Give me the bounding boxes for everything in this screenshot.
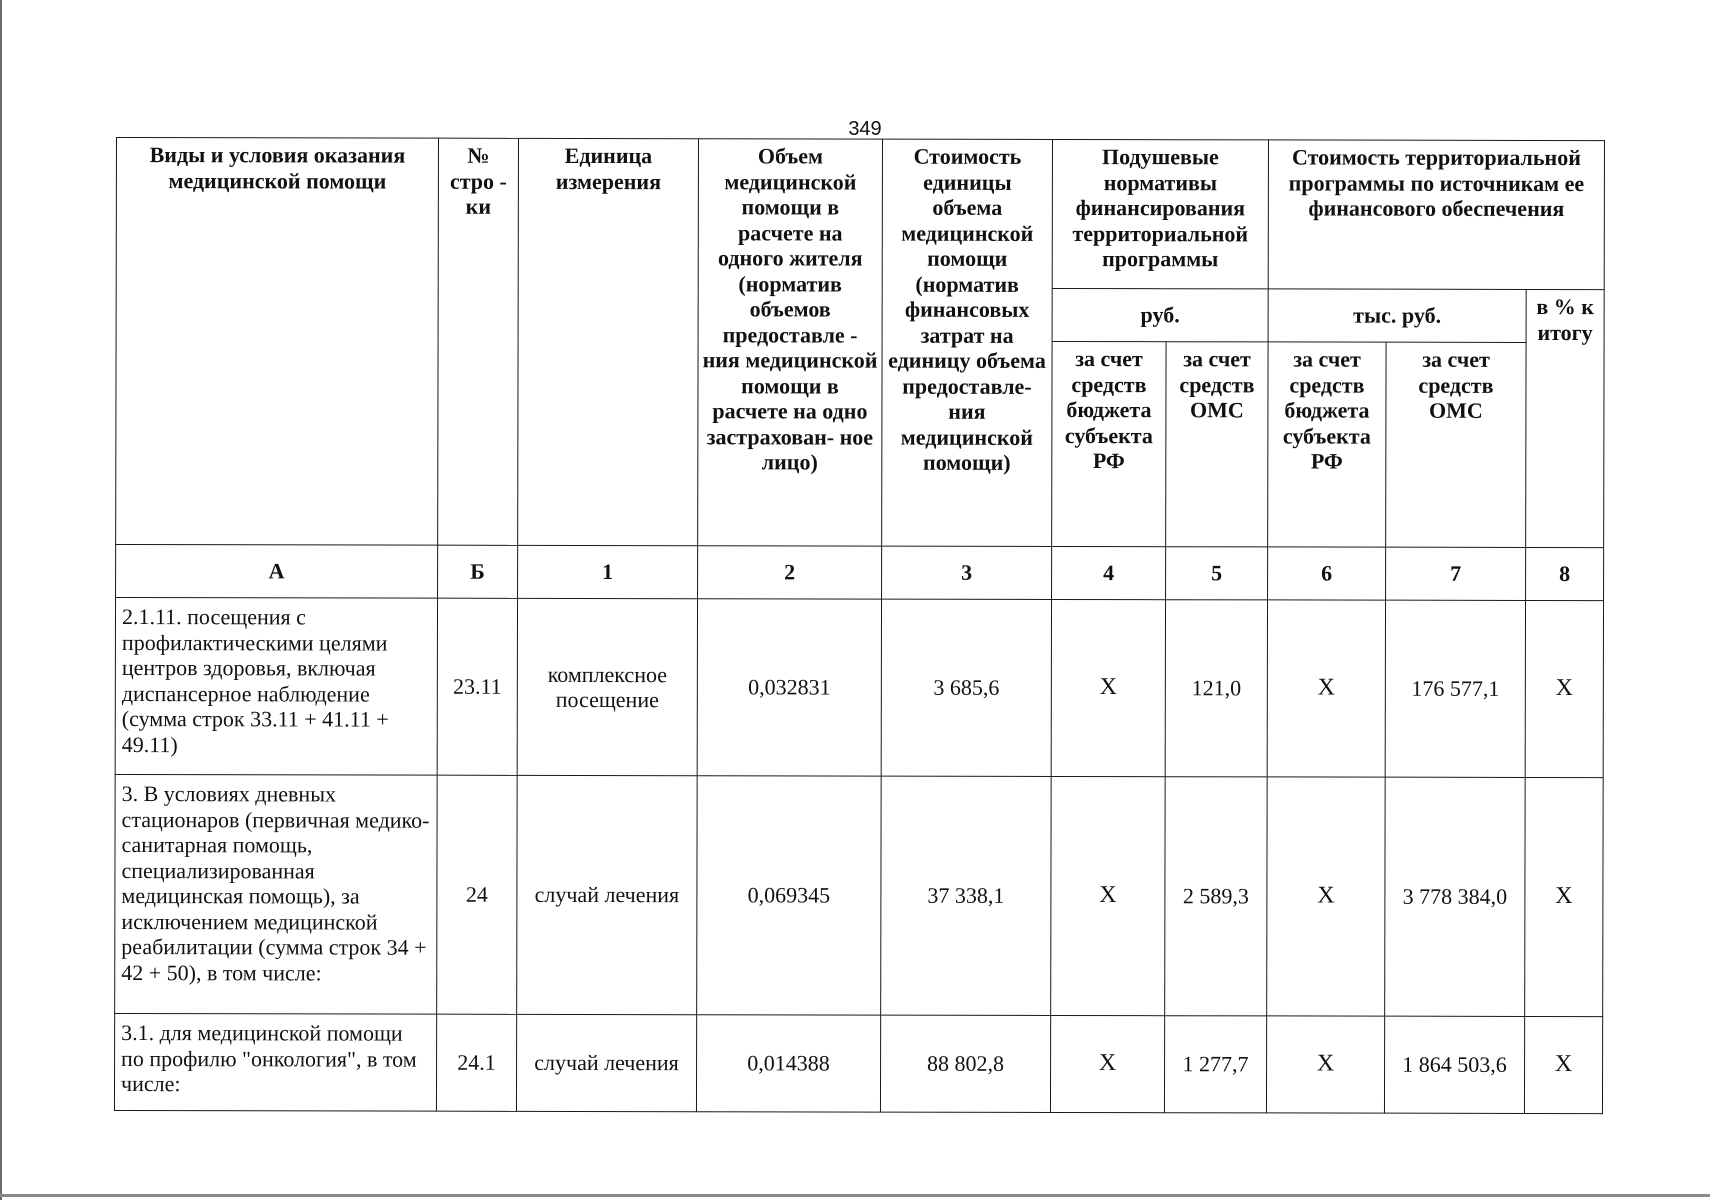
header-unit-thousand-rub: тыс. руб. <box>1268 289 1526 343</box>
row-cost-oms: 1 864 503,6 <box>1384 1016 1524 1113</box>
header-percapita-budget: за счет средств бюджета субъекта РФ <box>1052 341 1166 546</box>
scan-edge-bottom <box>0 1194 1710 1197</box>
header-percent-total: в % к итогу <box>1526 289 1605 547</box>
column-index-row <box>116 545 1604 601</box>
column-index-cell: 8 <box>1526 547 1604 600</box>
header-cost-oms: за счет средств ОМС <box>1386 342 1526 547</box>
row-percapita-budget: Х <box>1051 776 1166 1015</box>
row-volume: 0,014388 <box>696 1015 880 1112</box>
row-percent: Х <box>1525 777 1604 1016</box>
table-row <box>115 598 1603 778</box>
column-index-cell: 5 <box>1166 547 1268 600</box>
scan-edge-left <box>0 0 2 1200</box>
table-row <box>114 1013 1602 1113</box>
row-volume: 0,032831 <box>697 599 881 776</box>
column-index-cell: 1 <box>518 545 698 598</box>
row-description: 3. В условиях дневных стационаров (первичная медико-санитарная помощь, специализированная медицинская помощь), за исключением медицинской реабилитации (сумма строк 34 + 42 + 50), в том числе: <box>115 774 437 1014</box>
header-volume: Объем медицинской помощи в расчете на одного жителя (норматив объемов предоставле - ния медицинской помощи в расчете на одно застрахован- ное лицо) <box>698 139 883 546</box>
row-line-number: 24 <box>437 775 518 1014</box>
row-cost-budget: Х <box>1267 600 1385 777</box>
row-cost-oms: 176 577,1 <box>1385 600 1525 777</box>
column-index-cell: А <box>116 545 438 599</box>
row-unit: случай лечения <box>516 1014 696 1111</box>
row-percapita-oms: 121,0 <box>1165 600 1267 777</box>
header-line-number: № стро - ки <box>438 138 519 545</box>
row-line-number: 23.11 <box>437 598 517 775</box>
row-cost-budget: Х <box>1266 1016 1384 1113</box>
table-row <box>115 774 1603 1016</box>
row-unit: случай лечения <box>517 775 698 1014</box>
page-number: 349 <box>848 118 882 140</box>
column-index-cell: 2 <box>698 546 882 599</box>
column-index-cell: 3 <box>882 546 1052 599</box>
header-cost-group: Стоимость территориальной программы по источникам ее финансового обеспечения <box>1268 140 1604 290</box>
row-percapita-oms: 1 277,7 <box>1164 1016 1266 1113</box>
row-unit-cost: 37 338,1 <box>881 776 1052 1015</box>
header-cost-budget: за счет средств бюджета субъекта РФ <box>1268 342 1386 547</box>
row-percent: Х <box>1525 600 1603 777</box>
row-unit-cost: 88 802,8 <box>880 1015 1050 1112</box>
row-percapita-budget: Х <box>1051 599 1165 776</box>
column-index-cell: 7 <box>1386 547 1526 600</box>
header-unit-cost: Стоимость единицы объема медицинской помощи (норматив финансовых затрат на единицу объема предоставле- ния медицинской помощи) <box>882 139 1053 546</box>
row-description: 2.1.11. посещения с профилактическими целями центров здоровья, включая диспансерное наблюдение (сумма строк 33.11 + 41.11 + 49.11) <box>115 598 437 776</box>
column-index-cell: Б <box>438 545 518 598</box>
header-type-conditions: Виды и условия оказания медицинской помощи <box>116 138 439 546</box>
row-unit: комплексное посещение <box>517 598 697 775</box>
row-volume: 0,069345 <box>697 776 882 1015</box>
header-percapita-oms: за счет средств ОМС <box>1166 342 1268 547</box>
header-unit-rub: руб. <box>1052 288 1268 341</box>
row-line-number: 24.1 <box>436 1014 516 1111</box>
row-cost-budget: Х <box>1267 777 1386 1016</box>
row-percapita-oms: 2 589,3 <box>1165 777 1268 1016</box>
header-percapita-group: Подушевые нормативы финансирования территориальной программы <box>1052 139 1268 288</box>
row-cost-oms: 3 778 384,0 <box>1385 777 1526 1016</box>
row-percent: Х <box>1524 1016 1602 1113</box>
program-cost-table <box>114 137 1605 1114</box>
header-unit: Единица измерения <box>518 138 699 545</box>
column-index-cell: 6 <box>1268 547 1386 600</box>
row-unit-cost: 3 685,6 <box>881 599 1051 776</box>
row-percapita-budget: Х <box>1050 1015 1164 1112</box>
column-index-cell: 4 <box>1052 546 1166 599</box>
row-description: 3.1. для медицинской помощи по профилю "онкология", в том числе: <box>114 1013 436 1111</box>
